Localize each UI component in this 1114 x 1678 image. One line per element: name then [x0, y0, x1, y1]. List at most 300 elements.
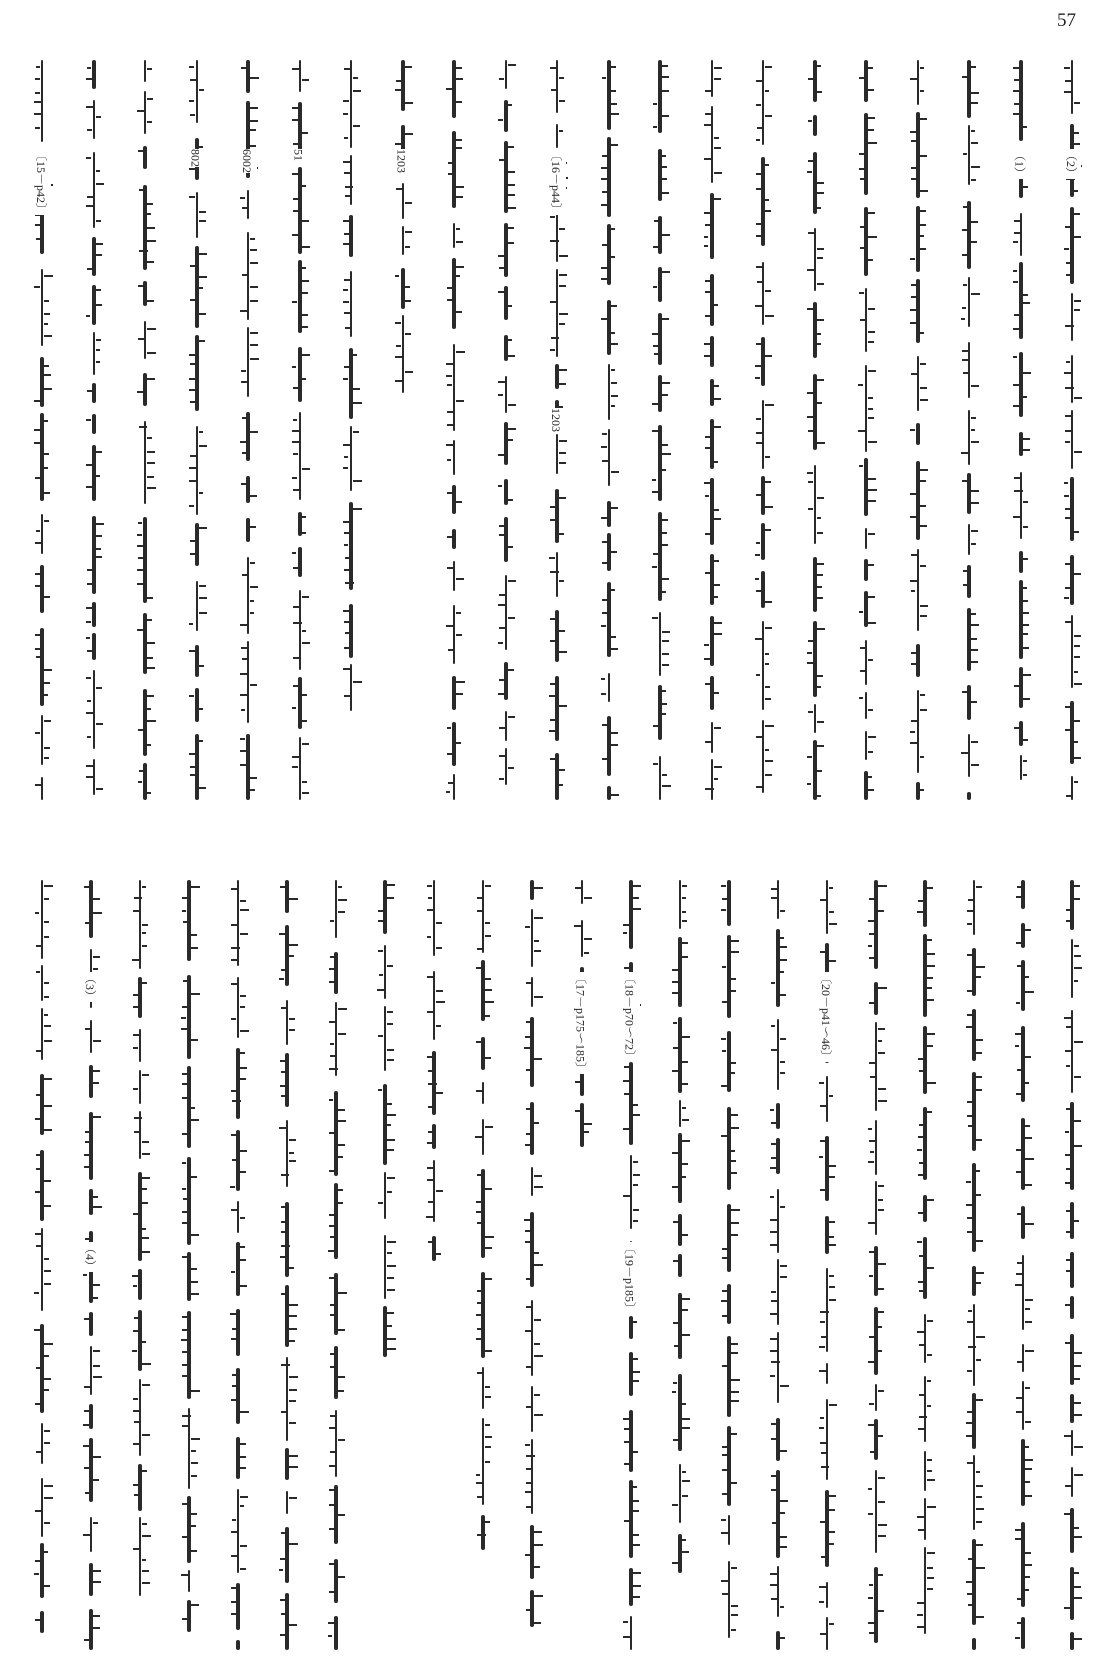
- script-stroke: [139, 426, 148, 428]
- script-stroke: [860, 226, 866, 228]
- script-stroke: [396, 345, 401, 347]
- script-stroke: [338, 1109, 345, 1111]
- script-stroke: [1025, 1589, 1029, 1591]
- script-stroke: [878, 1574, 883, 1576]
- script-stroke: [1065, 1342, 1074, 1344]
- script-stroke: [182, 1375, 189, 1377]
- script-word: [607, 501, 611, 526]
- script-stroke: [281, 1532, 287, 1534]
- script-stroke: [241, 67, 245, 69]
- script-word: [1020, 472, 1022, 539]
- script-stroke: [927, 1320, 933, 1322]
- script-stroke: [1065, 563, 1074, 565]
- script-word: [505, 711, 507, 742]
- script-stroke: [820, 899, 828, 901]
- script-stroke: [829, 1095, 834, 1097]
- script-stroke: [289, 1304, 298, 1306]
- script-stroke: [428, 1070, 436, 1072]
- script-stroke: [96, 289, 102, 291]
- script-stroke: [1074, 1572, 1079, 1574]
- script-stroke: [240, 1443, 245, 1445]
- script-word: [973, 1304, 975, 1385]
- script-stroke: [241, 370, 246, 372]
- script-word: [1071, 410, 1073, 469]
- script-word: [92, 414, 96, 434]
- script-stroke: [1074, 1352, 1082, 1354]
- script-stroke: [147, 476, 154, 478]
- script-word: [972, 1393, 976, 1449]
- script-stroke: [35, 477, 41, 479]
- script-word: [298, 102, 302, 154]
- script-stroke: [755, 578, 759, 580]
- script-stroke: [662, 271, 670, 273]
- script-stroke: [601, 278, 609, 280]
- script-word: [968, 524, 970, 555]
- script-word: [1070, 701, 1074, 764]
- script-stroke: [133, 910, 142, 912]
- script-stroke: [868, 408, 873, 410]
- script-stroke: [624, 1066, 630, 1068]
- script-word: [452, 529, 456, 549]
- script-stroke: [44, 1180, 51, 1182]
- bottom-text-column: [1011, 880, 1035, 1650]
- script-stroke: [918, 1174, 925, 1176]
- script-stroke: [920, 224, 927, 226]
- script-stroke: [653, 553, 660, 555]
- script-stroke: [526, 1069, 534, 1071]
- script-stroke: [755, 554, 760, 556]
- script-stroke: [714, 172, 723, 174]
- script-stroke: [329, 1225, 336, 1227]
- script-stroke: [86, 315, 90, 317]
- script-stroke: [147, 121, 152, 123]
- script-stroke: [183, 980, 192, 982]
- citation-label: 〔18－p70～72〕: [622, 972, 640, 1062]
- script-stroke: [191, 947, 198, 949]
- script-stroke: [633, 1451, 639, 1453]
- script-stroke: [1025, 1387, 1030, 1389]
- script-stroke: [96, 183, 104, 185]
- script-word: [285, 1448, 289, 1481]
- script-stroke: [330, 1366, 336, 1368]
- script-word: [41, 1008, 43, 1060]
- script-stroke: [819, 1427, 824, 1429]
- script-word: [875, 1181, 877, 1235]
- script-stroke: [344, 312, 351, 314]
- script-stroke: [34, 400, 43, 402]
- script-word: [1021, 923, 1025, 948]
- script-stroke: [770, 1584, 778, 1586]
- script-stroke: [456, 501, 462, 503]
- script-stroke: [353, 508, 362, 510]
- citation-label: 1203: [394, 149, 412, 173]
- script-word: [334, 1559, 338, 1602]
- script-stroke: [232, 1328, 238, 1330]
- script-stroke: [456, 275, 460, 277]
- script-stroke: [191, 886, 199, 888]
- script-word: [556, 211, 558, 262]
- script-stroke: [868, 596, 875, 598]
- script-stroke: [911, 590, 916, 592]
- script-stroke: [673, 1022, 678, 1024]
- script-stroke: [662, 578, 669, 580]
- script-stroke: [820, 1105, 826, 1107]
- script-stroke: [378, 1089, 382, 1091]
- script-stroke: [714, 198, 721, 200]
- script-stroke: [137, 110, 145, 112]
- script-stroke: [199, 287, 204, 289]
- script-stroke: [780, 946, 788, 948]
- script-word: [298, 260, 302, 333]
- script-stroke: [1013, 67, 1020, 69]
- script-stroke: [1023, 186, 1028, 188]
- script-stroke: [34, 442, 39, 444]
- script-word: [814, 704, 816, 733]
- script-stroke: [147, 451, 155, 453]
- script-word: [777, 880, 779, 919]
- script-stroke: [85, 922, 91, 924]
- script-stroke: [714, 560, 720, 562]
- script-stroke: [44, 1497, 53, 1499]
- script-word: [298, 547, 302, 576]
- script-stroke: [475, 1136, 481, 1138]
- script-stroke: [93, 1116, 101, 1118]
- script-stroke: [611, 343, 619, 345]
- script-stroke: [133, 1088, 138, 1090]
- bottom-text-column: [717, 880, 741, 1650]
- script-stroke: [967, 923, 973, 925]
- script-stroke: [976, 1485, 983, 1487]
- script-word: [196, 426, 198, 515]
- script-stroke: [780, 1385, 789, 1387]
- script-stroke: [250, 129, 256, 131]
- script-stroke: [289, 1152, 293, 1154]
- script-stroke: [34, 429, 40, 431]
- script-word: [1021, 960, 1025, 1011]
- script-stroke: [765, 290, 771, 292]
- script-stroke: [293, 453, 298, 455]
- script-stroke: [302, 378, 306, 380]
- script-word: [972, 1266, 976, 1296]
- script-stroke: [967, 954, 973, 956]
- script-stroke: [705, 533, 712, 535]
- script-stroke: [868, 564, 874, 566]
- script-stroke: [44, 467, 48, 469]
- script-stroke: [293, 387, 301, 389]
- script-stroke: [526, 1306, 532, 1308]
- script-stroke: [34, 1573, 39, 1575]
- script-stroke: [428, 897, 433, 899]
- script-stroke: [859, 465, 863, 467]
- script-stroke: [721, 1085, 729, 1087]
- script-stroke: [353, 681, 362, 683]
- script-stroke: [1065, 80, 1072, 82]
- script-stroke: [329, 1277, 335, 1279]
- script-stroke: [86, 486, 93, 488]
- script-stroke: [714, 766, 722, 768]
- script-stroke: [182, 1503, 189, 1505]
- script-stroke: [817, 343, 821, 345]
- script-stroke: [917, 1614, 922, 1616]
- script-stroke: [705, 447, 712, 449]
- bottom-text-column: [668, 880, 692, 1650]
- script-stroke: [601, 625, 606, 627]
- script-word: [630, 1616, 632, 1650]
- script-stroke: [829, 1286, 835, 1288]
- script-stroke: [190, 540, 196, 542]
- script-word: [384, 1006, 386, 1071]
- script-stroke: [448, 173, 453, 175]
- script-stroke: [191, 1390, 200, 1392]
- script-stroke: [868, 129, 874, 131]
- script-stroke: [682, 1163, 688, 1165]
- script-stroke: [293, 567, 302, 569]
- script-stroke: [84, 1154, 89, 1156]
- script-stroke: [353, 480, 362, 482]
- script-stroke: [1023, 739, 1029, 741]
- script-stroke: [338, 1376, 345, 1378]
- script-stroke: [485, 1446, 491, 1448]
- script-stroke: [559, 462, 566, 464]
- script-stroke: [602, 724, 607, 726]
- script-stroke: [525, 1330, 531, 1332]
- script-stroke: [704, 158, 713, 160]
- script-word: [433, 880, 435, 956]
- citation-label: 〔16－p44〕: [548, 149, 566, 215]
- script-stroke: [35, 542, 44, 544]
- script-stroke: [919, 1255, 926, 1257]
- script-stroke: [1025, 1421, 1031, 1423]
- script-stroke: [976, 1076, 982, 1078]
- citation-label: （4）: [82, 1242, 100, 1272]
- script-stroke: [770, 1219, 777, 1221]
- script-stroke: [868, 1128, 872, 1130]
- script-stroke: [447, 727, 451, 729]
- script-stroke: [714, 509, 720, 511]
- script-stroke: [829, 1176, 835, 1178]
- script-stroke: [807, 416, 815, 418]
- script-word: [188, 1408, 190, 1489]
- script-stroke: [250, 249, 257, 251]
- script-word: [972, 1638, 976, 1650]
- script-word: [247, 557, 249, 633]
- script-word: [710, 193, 714, 259]
- script-stroke: [817, 517, 822, 519]
- script-stroke: [624, 1520, 630, 1522]
- script-stroke: [1023, 302, 1030, 304]
- script-stroke: [147, 378, 155, 380]
- script-stroke: [191, 1462, 198, 1464]
- script-stroke: [1023, 501, 1028, 503]
- script-stroke: [1074, 190, 1078, 192]
- script-stroke: [584, 938, 593, 940]
- script-stroke: [329, 1170, 337, 1172]
- script-stroke: [722, 966, 727, 968]
- script-stroke: [395, 322, 402, 324]
- script-stroke: [142, 1237, 149, 1239]
- script-stroke: [878, 1477, 885, 1479]
- script-stroke: [682, 1551, 689, 1553]
- script-stroke: [302, 326, 309, 328]
- script-stroke: [868, 67, 873, 69]
- script-stroke: [93, 898, 100, 900]
- script-stroke: [240, 738, 245, 740]
- script-stroke: [1015, 1529, 1023, 1531]
- script-stroke: [1023, 698, 1031, 700]
- script-stroke: [44, 682, 50, 684]
- script-word: [144, 91, 146, 135]
- script-stroke: [387, 1011, 392, 1013]
- script-stroke: [330, 1055, 337, 1057]
- script-stroke: [780, 1500, 788, 1502]
- script-word: [1019, 432, 1023, 457]
- script-word: [530, 1017, 534, 1088]
- script-stroke: [808, 640, 814, 642]
- script-word: [968, 125, 970, 186]
- script-stroke: [1074, 967, 1082, 969]
- script-stroke: [427, 909, 435, 911]
- script-stroke: [44, 982, 49, 984]
- script-stroke: [868, 341, 874, 343]
- script-stroke: [1023, 294, 1028, 296]
- script-stroke: [820, 951, 826, 953]
- script-stroke: [44, 1105, 52, 1107]
- script-stroke: [280, 886, 286, 888]
- script-stroke: [1074, 300, 1081, 302]
- script-stroke: [191, 1438, 200, 1440]
- script-stroke: [191, 1604, 198, 1606]
- script-word: [89, 1189, 93, 1215]
- script-word: [187, 1157, 191, 1245]
- script-stroke: [1074, 236, 1081, 238]
- bottom-text-column: [766, 880, 790, 1650]
- script-stroke: [534, 1319, 541, 1321]
- script-word: [285, 1527, 289, 1584]
- script-stroke: [485, 935, 490, 937]
- script-stroke: [182, 1006, 186, 1008]
- script-stroke: [705, 90, 712, 92]
- script-stroke: [138, 557, 143, 559]
- script-word: [916, 461, 920, 540]
- script-stroke: [971, 66, 976, 68]
- script-stroke: [35, 1560, 41, 1562]
- script-stroke: [1064, 91, 1071, 93]
- script-stroke: [1023, 558, 1029, 560]
- top-text-column: [339, 60, 363, 800]
- script-stroke: [653, 286, 657, 288]
- script-stroke: [927, 1199, 934, 1201]
- script-stroke: [240, 750, 248, 752]
- script-stroke: [36, 1367, 40, 1369]
- script-stroke: [1074, 781, 1078, 783]
- script-stroke: [714, 633, 722, 635]
- script-stroke: [87, 569, 94, 571]
- script-stroke: [448, 649, 455, 651]
- script-stroke: [602, 433, 607, 435]
- script-stroke: [182, 1188, 186, 1190]
- script-stroke: [869, 1403, 874, 1405]
- script-stroke: [508, 227, 514, 229]
- script-stroke: [485, 989, 491, 991]
- script-word: [299, 412, 301, 500]
- script-stroke: [343, 289, 348, 291]
- script-stroke: [35, 1233, 43, 1235]
- script-stroke: [35, 1118, 42, 1120]
- script-stroke: [976, 1567, 985, 1569]
- script-word: [237, 1201, 239, 1233]
- script-stroke: [44, 720, 51, 722]
- script-stroke: [860, 647, 866, 649]
- script-stroke: [456, 400, 464, 402]
- script-stroke: [405, 371, 414, 373]
- script-stroke: [756, 223, 761, 225]
- script-word: [924, 1376, 926, 1443]
- script-word: [1021, 1118, 1025, 1190]
- script-stroke: [756, 590, 763, 592]
- script-word: [678, 937, 682, 1007]
- script-stroke: [189, 753, 196, 755]
- script-stroke: [485, 885, 491, 887]
- script-stroke: [379, 974, 384, 976]
- script-stroke: [714, 67, 722, 69]
- script-stroke: [662, 318, 669, 320]
- script-word: [1019, 721, 1023, 746]
- script-stroke: [559, 130, 563, 132]
- script-stroke: [1074, 132, 1079, 134]
- script-stroke: [191, 1550, 196, 1552]
- script-stroke: [182, 1133, 190, 1135]
- script-stroke: [35, 92, 40, 94]
- script-stroke: [765, 725, 774, 727]
- script-stroke: [147, 695, 154, 697]
- script-stroke: [485, 1350, 491, 1352]
- script-stroke: [971, 741, 978, 743]
- script-stroke: [231, 1399, 240, 1401]
- script-stroke: [182, 1222, 189, 1224]
- script-stroke: [477, 910, 482, 912]
- script-stroke: [231, 1090, 238, 1092]
- script-stroke: [1025, 1446, 1029, 1448]
- script-stroke: [485, 1424, 490, 1426]
- script-stroke: [714, 596, 719, 598]
- script-stroke: [662, 653, 669, 655]
- script-stroke: [705, 741, 713, 743]
- script-stroke: [134, 1117, 142, 1119]
- script-stroke: [817, 182, 825, 184]
- script-word: [89, 1404, 93, 1429]
- script-stroke: [971, 102, 978, 104]
- script-stroke: [134, 1317, 142, 1319]
- script-stroke: [292, 301, 297, 303]
- script-stroke: [343, 301, 349, 303]
- script-stroke: [446, 444, 454, 446]
- script-stroke: [447, 567, 455, 569]
- script-stroke: [682, 1140, 690, 1142]
- script-word: [402, 226, 404, 255]
- script-word: [247, 327, 249, 397]
- script-stroke: [829, 1165, 836, 1167]
- script-stroke: [756, 418, 761, 420]
- script-stroke: [968, 899, 974, 901]
- script-stroke: [182, 1083, 190, 1085]
- script-stroke: [927, 887, 933, 889]
- script-stroke: [250, 586, 258, 588]
- script-stroke: [910, 78, 918, 80]
- script-stroke: [280, 1085, 288, 1087]
- script-stroke: [232, 1519, 237, 1521]
- script-stroke: [338, 1008, 347, 1010]
- script-word: [607, 300, 611, 355]
